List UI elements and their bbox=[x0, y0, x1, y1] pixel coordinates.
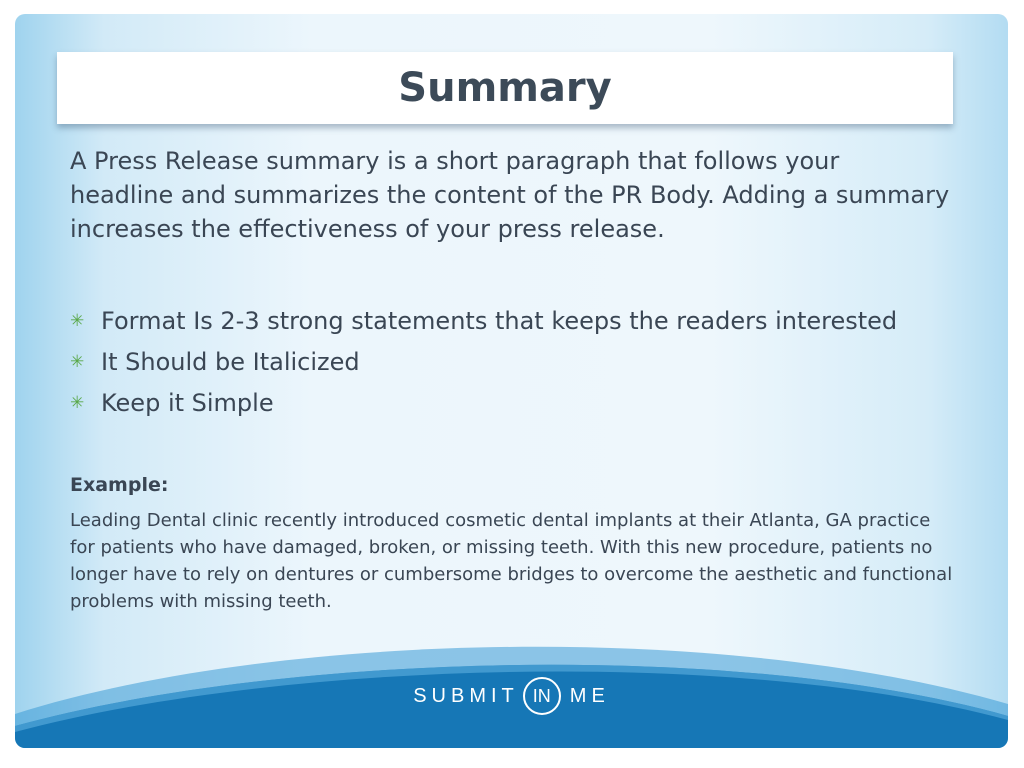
footer-wave bbox=[15, 14, 1008, 748]
slide bbox=[15, 14, 1008, 748]
asterisk-bullet-icon: ✳ bbox=[70, 352, 85, 372]
example-text: Leading Dental clinic recently introduced cosmetic dental implants at their Atlanta, GA practice for patients who have damaged, broken, or missing teeth. With this new procedure, patients no longer have to rely on dentures or cumbersome bridges to overcome the aesthetic and functional problems with missing teeth. bbox=[70, 510, 953, 612]
asterisk-bullet-icon: ✳ bbox=[70, 311, 85, 331]
logo-text-me: ME bbox=[569, 684, 610, 707]
bullet-text: Format Is 2-3 strong statements that keeps the readers interested bbox=[101, 307, 898, 335]
slide-title: Summary bbox=[398, 65, 612, 111]
logo-circle-in: IN bbox=[523, 677, 561, 715]
logo-text-submit: SUBMIT bbox=[413, 684, 519, 707]
intro-paragraph: A Press Release summary is a short paragraph that follows your headline and summarizes the content of the PR Body. Adding a summary increases the effectiveness of your press release. bbox=[70, 147, 950, 243]
submitinme-logo bbox=[15, 676, 1008, 716]
bullet-text: It Should be Italicized bbox=[101, 348, 360, 376]
bullet-text: Keep it Simple bbox=[101, 389, 274, 417]
example-label: Example: bbox=[70, 474, 169, 496]
asterisk-bullet-icon: ✳ bbox=[70, 393, 85, 413]
